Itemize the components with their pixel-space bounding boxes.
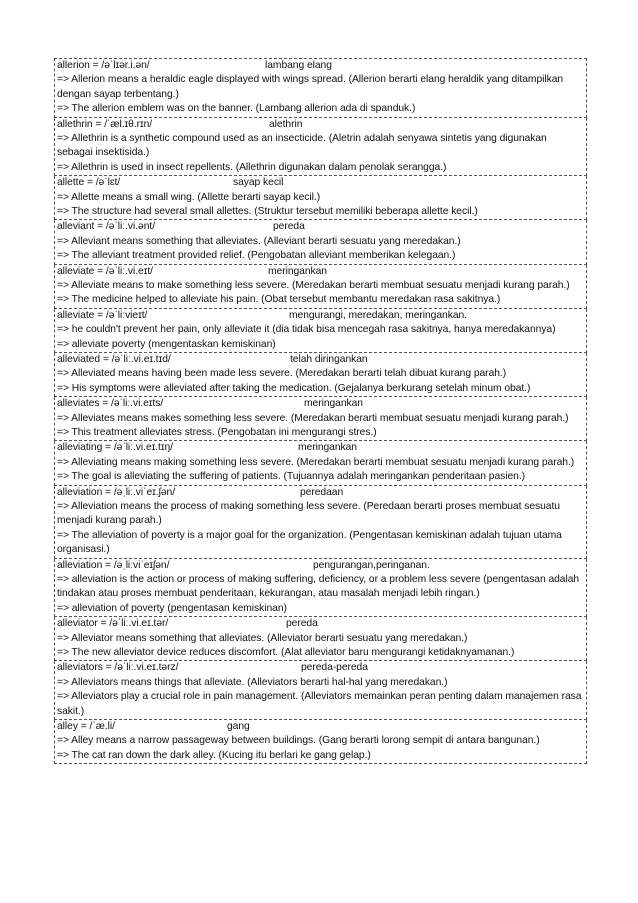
entry-headword: alleviators = /əˈliː.vi.eɪ.tərz/: [57, 662, 179, 674]
entry-meaning: pereda: [286, 618, 318, 630]
entry-headword: allette = /əˈlɛt/: [57, 177, 121, 189]
entry-meaning: pereda-pereda: [301, 662, 368, 674]
entry-headword-line: [55, 353, 586, 367]
entry-meaning: gang: [227, 721, 250, 733]
entry-meaning: meringankan: [298, 442, 357, 454]
entry-example: => Alleviators means things that alleviate. (Alleviators berarti hal-hal yang meredakan.): [57, 676, 448, 688]
entry-headword: alleviation = /əˌliːviˈeɪʃən/: [57, 559, 170, 571]
entry-headword: alleviation = /əˌliː.viˈeɪ.ʃən/: [57, 486, 176, 498]
entry-example: => His symptoms were alleviated after taking the medication. (Gejalanya berkurang setelah minum obat.): [57, 382, 531, 394]
entry-headword: alley = /ˈæ.li/: [57, 721, 115, 733]
dictionary-entry: [54, 661, 587, 720]
entry-headword: alleviant = /əˈliː.vi.ənt/: [57, 221, 155, 233]
entry-example: => Alleviate means to make something less severe. (Meredakan berarti membuat sesuatu menjadi kurang parah.): [57, 280, 570, 292]
entry-example: => Alleviator means something that alleviates. (Alleviator berarti sesuatu yang meredakan.): [57, 632, 468, 644]
dictionary-entry: [54, 220, 587, 264]
dictionary-entry: [54, 353, 587, 397]
dictionary-entry: [54, 617, 587, 661]
entry-example: => alleviation of poverty (pengentasan kemiskinan): [57, 602, 287, 614]
dictionary-entry: [54, 118, 587, 177]
entry-example: => Alleviation means the process of making something less severe. (Peredaan berarti proses membuat sesuatu menjadi kurang parah.): [57, 501, 560, 527]
entry-example: => he couldn't prevent her pain, only alleviate it (dia tidak bisa mencegah rasa sakitnya, hanya meredakannya): [57, 324, 556, 336]
entry-example: => The cat ran down the dark alley. (Kucing itu berlari ke gang gelap.): [57, 749, 371, 761]
entry-headword-line: [55, 559, 586, 573]
dictionary-entry: [54, 441, 587, 485]
entry-headword-line: [55, 265, 586, 279]
entry-example: => The medicine helped to alleviate his pain. (Obat tersebut membantu meredakan rasa sakitnya.): [57, 294, 501, 306]
dictionary-entry: [54, 58, 587, 118]
entry-headword-line: [55, 220, 586, 234]
entry-meaning: peredaan: [300, 486, 344, 498]
entry-headword: allethrin = /ˈæl.ɪθ.rɪn/: [57, 118, 153, 130]
entry-headword-line: [55, 661, 586, 675]
dictionary-entry: [54, 720, 587, 764]
entry-meaning: pengurangan,peringanan.: [313, 559, 430, 571]
entry-headword-line: [55, 59, 586, 73]
entry-example: => The alleviant treatment provided relief. (Pengobatan alleviant memberikan kelegaan.): [57, 250, 456, 262]
entry-headword: allerion = /əˈlɪər.i.ən/: [57, 60, 150, 71]
entry-headword-line: [55, 617, 586, 631]
entry-headword-line: [55, 441, 586, 455]
entry-example: => The goal is alleviating the suffering of patients. (Tujuannya adalah meringankan penderitaan pasien.): [57, 471, 526, 483]
entry-headword-line: [55, 720, 586, 734]
entry-example: => Alley means a narrow passageway between buildings. (Gang berarti lorong sempit di antara bangunan.): [57, 735, 540, 747]
entry-meaning: mengurangi, meredakan, meringankan.: [289, 309, 467, 321]
entry-example: => Alleviated means having been made less severe. (Meredakan berarti telah dibuat kurang parah.): [57, 368, 507, 380]
entry-example: => alleviation is the action or process of making suffering, deficiency, or a problem less severe (pengentasan adalah tindakan atau proses membuat penderitaan, kekurangan, atau masalah menjadi lebih ringan.): [57, 574, 580, 600]
entry-example: => The alleviation of poverty is a major goal for the organization. (Pengentasan kemiskinan adalah tujuan utama organisasi.): [57, 529, 562, 556]
entry-headword-line: [55, 176, 586, 190]
dictionary-entry: [54, 176, 587, 220]
entry-headword: alleviator = /əˈliː.vi.eɪ.tər/: [57, 618, 169, 630]
entry-headword: alleviate = /əˈliːvieɪt/: [57, 309, 148, 321]
dictionary-entry: [54, 265, 587, 309]
entry-example: => Allette means a small wing. (Allette berarti sayap kecil.): [57, 191, 321, 203]
entry-example: => Alleviates means makes something less severe. (Meredakan berarti membuat sesuatu menjadi kurang parah.): [57, 412, 569, 424]
dictionary-page: [54, 58, 587, 764]
entry-headword: alleviate = /əˈliː.vi.eɪt/: [57, 265, 153, 277]
entry-example: => Alleviating means making something less severe. (Meredakan berarti membuat sesuatu menjadi kurang parah.): [57, 456, 575, 468]
entry-example: => The structure had several small allettes. (Struktur tersebut memiliki beberapa allette kecil.): [57, 206, 478, 218]
entry-meaning: sayap kecil: [233, 177, 284, 189]
entry-meaning: telah diringankan: [290, 354, 368, 366]
entry-example: => Allerion means a heraldic eagle displayed with wings spread. (Allerion berarti elang heraldik yang ditampilkan dengan sayap terbentang.): [57, 74, 564, 100]
dictionary-entry: [54, 397, 587, 441]
entry-example: => The new alleviator device reduces discomfort. (Alat alleviator baru mengurangi ketidaknyamanan.): [57, 647, 515, 659]
entry-example: => alleviate poverty (mengentaskan kemiskinan): [57, 338, 276, 350]
entry-example: => Allethrin is used in insect repellents. (Allethrin digunakan dalam penolak serangga.): [57, 161, 447, 173]
dictionary-entry: [54, 486, 587, 559]
dictionary-entry: [54, 309, 587, 353]
entry-headword-line: [55, 397, 586, 411]
entry-meaning: meringankan: [268, 265, 327, 277]
entry-meaning: meringankan: [304, 398, 363, 410]
entry-headword: alleviating = /əˈliː.vi.eɪ.tɪŋ/: [57, 442, 173, 454]
entry-meaning: pereda: [273, 221, 305, 233]
entry-headword-line: [55, 309, 586, 323]
entry-example: => The allerion emblem was on the banner. (Lambang allerion ada di spanduk.): [57, 103, 416, 115]
entry-meaning: lambang elang: [265, 60, 332, 71]
entry-headword-line: [55, 486, 586, 500]
entry-example: => Allethrin is a synthetic compound used as an insecticide. (Aletrin adalah senyawa sintetis yang digunakan sebagai insektisida.): [57, 133, 547, 159]
entry-example: => This treatment alleviates stress. (Pengobatan ini mengurangi stres.): [57, 427, 377, 439]
entry-headword: alleviates = /əˈliː.vi.eɪts/: [57, 398, 164, 410]
entry-headword-line: [55, 118, 586, 132]
entry-meaning: alethrin: [269, 118, 303, 130]
entry-headword: alleviated = /əˈliː.vi.eɪ.tɪd/: [57, 354, 171, 366]
entry-example: => Alleviators play a crucial role in pain management. (Alleviators memainkan peran penting dalam manajemen rasa sakit.): [57, 691, 582, 717]
entry-example: => Alleviant means something that alleviates. (Alleviant berarti sesuatu yang meredakan.): [57, 235, 461, 247]
dictionary-entry: [54, 559, 587, 618]
